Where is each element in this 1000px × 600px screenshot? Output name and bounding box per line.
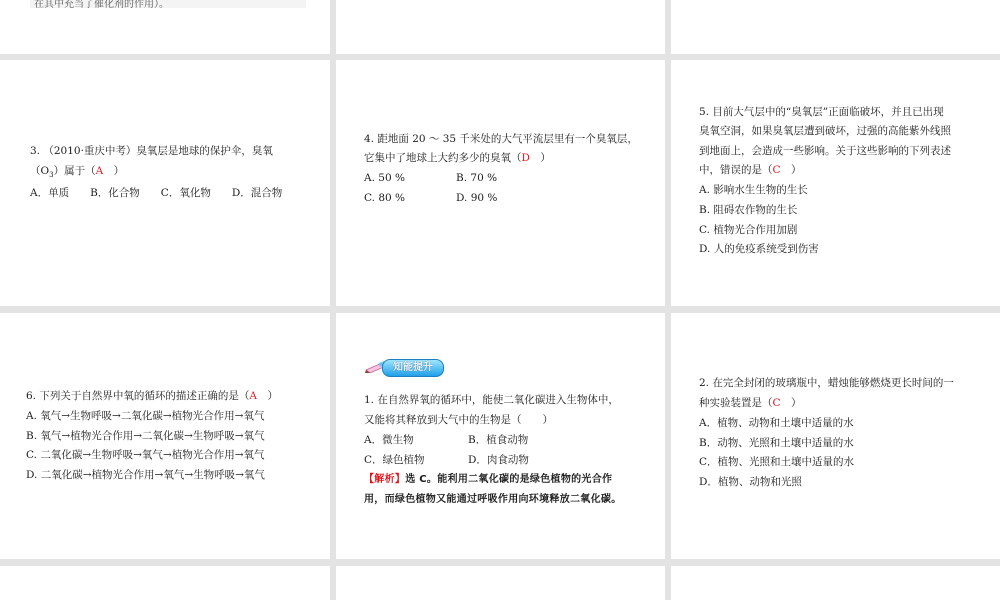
slide-improvement-1 (336, 313, 665, 559)
q4-answer: D (521, 152, 530, 164)
slide-top-middle (336, 0, 665, 54)
q6-option-c: C. 二氧化碳→生物呼吸→氧气→植物光合作用→氧气 (26, 449, 265, 461)
improve-q2-option-c: C．植物、光照和土壤中适量的水 (699, 456, 855, 468)
q5-stem-line3: 到地面上，会造成一些影响。关于这些影响的下列表述 (699, 145, 951, 157)
slide-bottom-left (0, 566, 330, 600)
improve-q1-stem-line2: 又能将其释放到大气中的生物是（ ） (364, 414, 553, 426)
slide-top-right (671, 0, 1000, 54)
improve-q1-option-c: C．绿色植物 (364, 454, 425, 466)
improve-q1-option-d: D．肉食动物 (468, 454, 529, 466)
slide-bottom-middle (336, 566, 665, 600)
q5-stem-line1: 5. 目前大气层中的“臭氧层”正面临破坏，并且已出现 (699, 106, 944, 118)
improve-q1-stem-line1: 1. 在自然界氧的循环中，能使二氧化碳进入生物体中， (364, 394, 619, 406)
q5-option-a: A. 影响水生生物的生长 (699, 184, 808, 196)
q6-option-a: A. 氧气→生物呼吸→二氧化碳→植物光合作用→氧气 (26, 410, 265, 422)
improve-q1-option-b: B．植食动物 (468, 434, 529, 446)
q3-stem-line2: $(O_3)$属于（A ） (30, 165, 125, 179)
q3-answer: A (95, 165, 104, 177)
q4-option-c: C. 80 % (364, 192, 406, 204)
slide-improvement-2 (671, 313, 1000, 559)
q5-stem-line4: 中，错误的是（C ） (699, 164, 802, 176)
slide-bottom-right (671, 566, 1000, 600)
q5-option-b: B. 阻碍农作物的生长 (699, 204, 798, 216)
improve-q2-option-a: A．植物、动物和土壤中适量的水 (699, 417, 854, 429)
section-badge (364, 357, 448, 377)
improve-q2-stem-line2: 种实验装置是（C ） (699, 397, 802, 409)
q5-answer: C (772, 164, 781, 176)
improve-q1-explanation-line2: 用，而绿色植物又能通过呼吸作用向环境释放二氧化碳。 (364, 494, 622, 505)
q4-option-b: B. 70 % (456, 172, 498, 184)
slide-question-4 (336, 60, 665, 306)
slide-question-5 (671, 60, 1000, 306)
explanation-tag: 【解析】 (364, 474, 406, 485)
q6-answer: A (249, 390, 257, 402)
q4-stem-line2: 它集中了地球上大约多少的臭氧（D ） (364, 152, 551, 164)
q4-option-a: A. 50 % (364, 172, 405, 184)
q3-options: A．单质 B．化合物 C．氧化物 D．混合物 (30, 187, 283, 199)
q6-option-d: D. 二氧化碳→植物光合作用→氧气→生物呼吸→氧气 (26, 469, 265, 481)
q5-option-c: C. 植物光合作用加剧 (699, 224, 798, 236)
slide-question-3 (0, 60, 330, 306)
q5-stem-line2: 臭氧空洞，如果臭氧层遭到破坏，过强的高能紫外线照 (699, 125, 951, 137)
improve-q1-explanation-line1: 【解析】选 C。能利用二氧化碳的是绿色植物的光合作 (364, 474, 613, 485)
improve-q2-answer: C (772, 397, 781, 409)
improve-q2-stem-line1: 2. 在完全封闭的玻璃瓶中，蜡烛能够燃烧更长时间的一 (699, 377, 954, 389)
improve-q2-option-b: B．动物、光照和土壤中适量的水 (699, 437, 854, 449)
improve-q2-option-d: D．植物、动物和光照 (699, 476, 802, 488)
previous-slide-fragment: 在其中充当了催化剂的作用）。 (30, 0, 306, 8)
q4-stem-line1: 4. 距地面 20 ～ 35 千米处的大气平流层里有一个臭氧层， (364, 133, 638, 145)
section-badge-label: 知能提升 (382, 359, 444, 377)
q4-option-d: D. 90 % (456, 192, 498, 204)
q5-option-d: D. 人的免疫系统受到伤害 (699, 243, 819, 255)
slide-question-6 (0, 313, 330, 559)
improve-q1-option-a: A．微生物 (364, 434, 414, 446)
q6-option-b: B. 氧气→植物光合作用→二氧化碳→生物呼吸→氧气 (26, 430, 265, 442)
q3-stem-line1: 3. （2010·重庆中考）臭氧层是地球的保护伞，臭氧 (30, 145, 273, 157)
q6-stem: 6. 下列关于自然界中氧的循环的描述正确的是（A ） (26, 390, 278, 402)
slide-top-left (0, 0, 330, 54)
